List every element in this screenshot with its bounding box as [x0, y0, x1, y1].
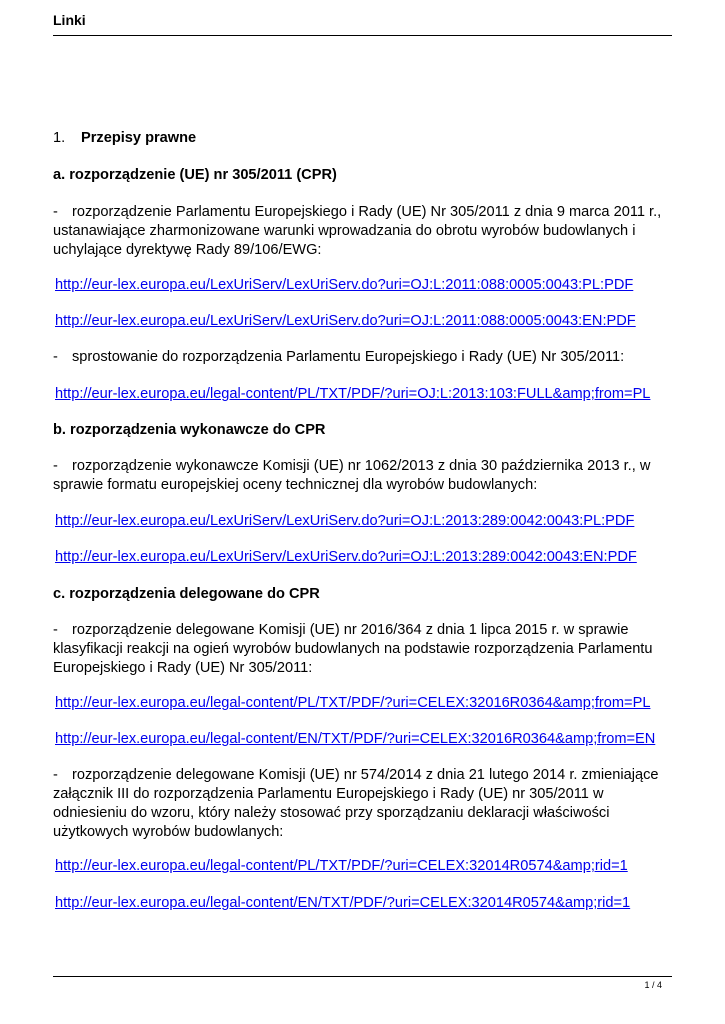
subsection-c-item-1 [53, 621, 672, 678]
bullet-dash: - [53, 204, 58, 220]
page-number: 1 / 4 [644, 980, 662, 990]
subsection-b-item-1 [53, 457, 672, 495]
item-text: rozporządzenie wykonawcze Komisji (UE) nr 1062/2013 z dnia 30 października 2013 r., w sprawie formatu europejskiej oceny technicznej dla wyrobów budowlanych: [53, 458, 651, 493]
link-block [55, 512, 634, 531]
bullet-dash: - [53, 349, 58, 365]
header-divider [53, 35, 672, 36]
link-1062-en[interactable]: http://eur-lex.europa.eu/LexUriServ/LexUriServ.do?uri=OJ:L:2013:289:0042:0043:EN:PDF [55, 549, 637, 565]
bullet-dash: - [53, 622, 58, 638]
item-text: rozporządzenie delegowane Komisji (UE) nr 574/2014 z dnia 21 lutego 2014 r. zmieniające załącznik III do rozporządzenia Parlamentu Europejskiego i Rady (UE) nr 305/2011 w odniesieniu do wzoru, który należy stosować przy sporządzaniu deklaracji właściwości użytkowych wyrobów budowlanych: [53, 767, 659, 840]
link-block [55, 894, 630, 913]
link-block [55, 312, 636, 331]
bullet-dash: - [53, 767, 58, 783]
subsection-a-heading: a. rozporządzenie (UE) nr 305/2011 (CPR) [53, 167, 337, 183]
subsection-c-item-2 [53, 766, 672, 842]
link-block [55, 730, 655, 749]
section-heading [53, 129, 196, 148]
item-text: sprostowanie do rozporządzenia Parlamentu Europejskiego i Rady (UE) Nr 305/2011: [72, 349, 625, 365]
item-text: rozporządzenie delegowane Komisji (UE) nr 2016/364 z dnia 1 lipca 2015 r. w sprawie klasyfikacji reakcji na ogień wyrobów budowlanych na podstawie rozporządzenia Parlamentu Europejskiego i Rady (UE) Nr 305/2011: [53, 622, 653, 676]
link-574-en[interactable]: http://eur-lex.europa.eu/legal-content/EN/TXT/PDF/?uri=CELEX:32014R0574&amp;rid=1 [55, 895, 631, 911]
section-number: 1. [53, 130, 66, 146]
section-title: Przepisy prawne [81, 130, 197, 146]
link-block [55, 385, 650, 404]
link-cpr-corrigendum[interactable]: http://eur-lex.europa.eu/legal-content/PL/TXT/PDF/?uri=OJ:L:2013:103:FULL&amp;from=PL [55, 386, 651, 402]
link-574-pl[interactable]: http://eur-lex.europa.eu/legal-content/PL/TXT/PDF/?uri=CELEX:32014R0574&amp;rid=1 [55, 858, 628, 874]
footer-divider [53, 976, 672, 977]
link-1062-pl[interactable]: http://eur-lex.europa.eu/LexUriServ/LexUriServ.do?uri=OJ:L:2013:289:0042:0043:PL:PDF [55, 513, 635, 529]
page-header-title: Linki [53, 12, 86, 28]
subsection-c-heading: c. rozporządzenia delegowane do CPR [53, 586, 320, 602]
item-text: rozporządzenie Parlamentu Europejskiego i Rady (UE) Nr 305/2011 z dnia 9 marca 2011 r., ustanawiające zharmonizowane warunki wprowadzania do obrotu wyrobów budowlanych i uchylające dyrektywę Rady 89/106/EWG: [53, 204, 662, 258]
bullet-dash: - [53, 458, 58, 474]
subsection-a-item-2 [53, 348, 624, 367]
link-cpr-pl[interactable]: http://eur-lex.europa.eu/LexUriServ/LexUriServ.do?uri=OJ:L:2011:088:0005:0043:PL:PDF [55, 277, 634, 293]
link-cpr-en[interactable]: http://eur-lex.europa.eu/LexUriServ/LexUriServ.do?uri=OJ:L:2011:088:0005:0043:EN:PDF [55, 313, 636, 329]
link-block [55, 694, 650, 713]
subsection-b-heading: b. rozporządzenia wykonawcze do CPR [53, 422, 326, 438]
link-2016-364-pl[interactable]: http://eur-lex.europa.eu/legal-content/PL/TXT/PDF/?uri=CELEX:32016R0364&amp;from=PL [55, 695, 651, 711]
link-block [55, 548, 637, 567]
link-block [55, 857, 628, 876]
link-block [55, 276, 633, 295]
link-2016-364-en[interactable]: http://eur-lex.europa.eu/legal-content/EN/TXT/PDF/?uri=CELEX:32016R0364&amp;from=EN [55, 731, 656, 747]
subsection-a-item-1 [53, 203, 672, 260]
